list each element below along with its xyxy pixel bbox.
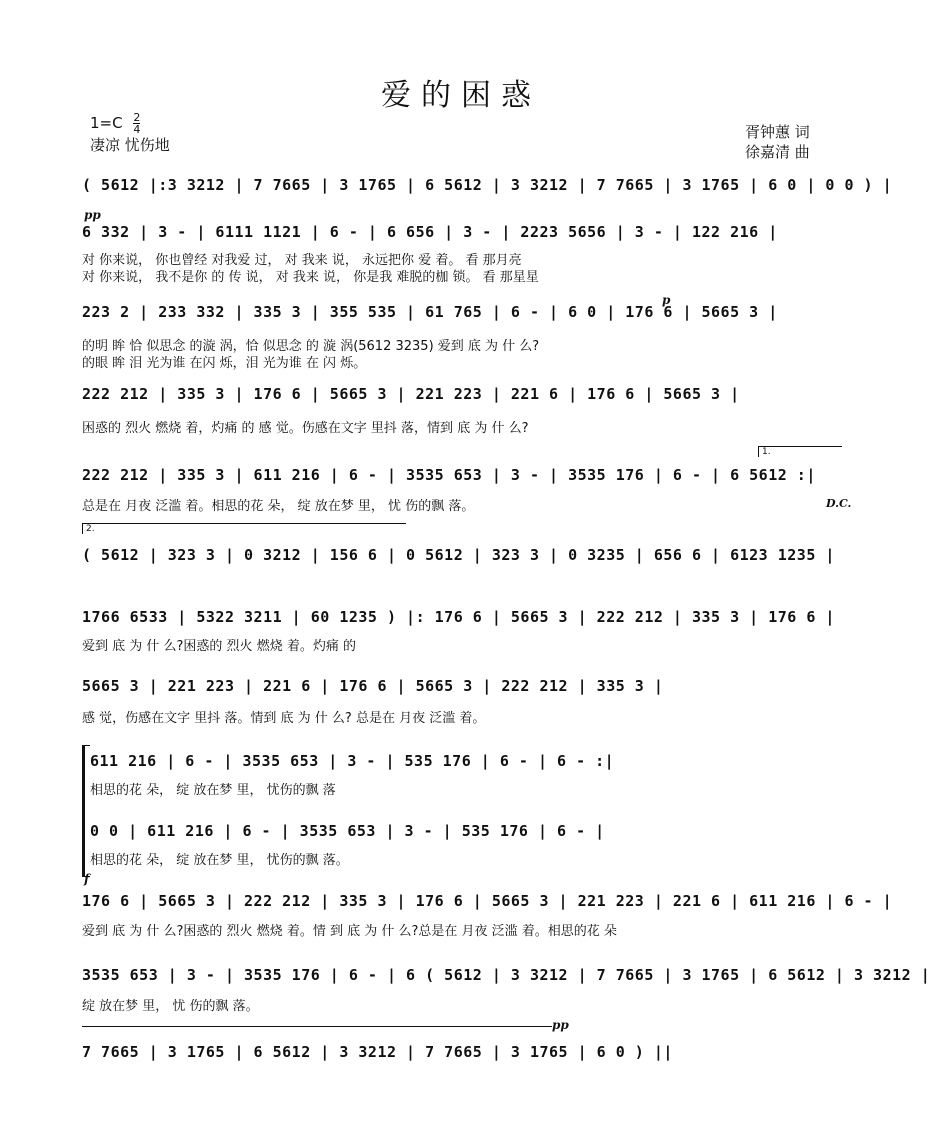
lyric-line-8: 感 觉，伤感在文字 里抖 落。情到 底 为 什 么? 总是在 月夜 泛滥 着。 xyxy=(82,711,486,726)
volta-1: 1. xyxy=(758,446,842,457)
decrescendo-line xyxy=(82,1026,552,1027)
lyric-line-5: 总是在 月夜 泛滥 着。相思的花 朵， 绽 放在梦 里， 忧 伤的飘 落。 xyxy=(82,499,475,514)
volta-2: 2. xyxy=(82,523,406,534)
score-line-9: 611 216 | 6 - | 3535 653 | 3 - | 535 176 | 6 - | 6 - :| xyxy=(90,752,615,770)
score-line-1: ( 5612 |:3 3212 | 7 7665 | 3 1765 | 6 5612 | 3 3212 | 7 7665 | 3 1765 | 6 0 | 0 0 ) | xyxy=(82,176,893,194)
key-signature xyxy=(90,112,170,135)
key-label: 1=C xyxy=(90,114,123,132)
composer: 徐嘉清 曲 xyxy=(745,143,810,161)
lyric-line-3b: 的眼 眸 泪 光为谁 在闪 烁，泪 光为谁 在 闪 烁。 xyxy=(82,356,367,371)
lyric-line-12: 绽 放在梦 里， 忧 伤的飘 落。 xyxy=(82,999,259,1014)
score-line-2: 6 332 | 3 - | 6111 1121 | 6 - | 6 656 | 3 - | 2223 5656 | 3 - | 122 216 | xyxy=(82,223,778,241)
score-line-12: 3535 653 | 3 - | 3535 176 | 6 - | 6 ( 5612 | 3 3212 | 7 7665 | 3 1765 | 6 5612 | 3 3212 | xyxy=(82,966,930,984)
dynamic-pp-end: pp xyxy=(552,1018,569,1032)
credits xyxy=(745,122,810,162)
time-signature-bottom: 4 xyxy=(133,123,141,136)
time-signature-top: 2 xyxy=(133,111,141,124)
tempo-mark: 凄凉 忧伤地 xyxy=(90,136,170,154)
lyric-line-4: 困惑的 烈火 燃烧 着，灼痛 的 感 觉。伤感在文字 里抖 落，情到 底 为 什 么? xyxy=(82,421,529,436)
dynamic-pp: pp xyxy=(84,208,101,222)
dc-mark: D.C. xyxy=(826,497,852,510)
lyricist: 胥钟蕙 词 xyxy=(745,123,810,141)
time-signature xyxy=(133,112,140,135)
lyric-line-2a: 对 你来说， 你也曾经 对我爱 过， 对 我来 说， 永远把你 爱 着。 看 那月亮 xyxy=(82,253,522,268)
lyric-line-9: 相思的花 朵， 绽 放在梦 里， 忧伤的飘 落 xyxy=(90,783,336,798)
score-line-5: 222 212 | 335 3 | 611 216 | 6 - | 3535 653 | 3 - | 3535 176 | 6 - | 6 5612 :| xyxy=(82,466,816,484)
header-left xyxy=(90,112,170,156)
score-line-7: 1766 6533 | 5322 3211 | 60 1235 ) |: 176 6 | 5665 3 | 222 212 | 335 3 | 176 6 | xyxy=(82,608,835,626)
lyric-line-10: 相思的花 朵， 绽 放在梦 里， 忧伤的飘 落。 xyxy=(90,853,349,868)
score-line-3: 223 2 | 233 332 | 335 3 | 355 535 | 61 765 | 6 - | 6 0 | 176 6 | 5665 3 | xyxy=(82,303,778,321)
lyric-line-11: 爱到 底 为 什 么?困惑的 烈火 燃烧 着。情 到 底 为 什 么?总是在 月夜 泛滥 着。相思的花 朵 xyxy=(82,924,617,939)
score-line-13: 7 7665 | 3 1765 | 6 5612 | 3 3212 | 7 7665 | 3 1765 | 6 0 ) || xyxy=(82,1043,673,1061)
dynamic-p: p xyxy=(662,293,671,307)
dynamic-f: f xyxy=(84,872,90,886)
lyric-line-3a: 的明 眸 恰 似思念 的漩 涡，恰 似思念 的 漩 涡(5612 3235) 爱到 底 为 什 么? xyxy=(82,339,540,354)
lyric-line-7: 爱到 底 为 什 么?困惑的 烈火 燃烧 着。灼痛 的 xyxy=(82,639,356,654)
system-brace xyxy=(82,745,90,877)
score-line-11: 176 6 | 5665 3 | 222 212 | 335 3 | 176 6 | 5665 3 | 221 223 | 221 6 | 611 216 | 6 - | xyxy=(82,892,893,910)
score-line-4: 222 212 | 335 3 | 176 6 | 5665 3 | 221 223 | 221 6 | 176 6 | 5665 3 | xyxy=(82,385,740,403)
song-title: 爱的困惑 xyxy=(381,78,541,113)
score-line-8: 5665 3 | 221 223 | 221 6 | 176 6 | 5665 3 | 222 212 | 335 3 | xyxy=(82,677,664,695)
lyric-line-2b: 对 你来说， 我不是你 的 传 说， 对 我来 说， 你是我 难脱的枷 锁。 看 那星星 xyxy=(82,270,539,285)
score-line-10: 0 0 | 611 216 | 6 - | 3535 653 | 3 - | 535 176 | 6 - | xyxy=(90,822,605,840)
score-line-6: ( 5612 | 323 3 | 0 3212 | 156 6 | 0 5612 | 323 3 | 0 3235 | 656 6 | 6123 1235 | xyxy=(82,546,835,564)
